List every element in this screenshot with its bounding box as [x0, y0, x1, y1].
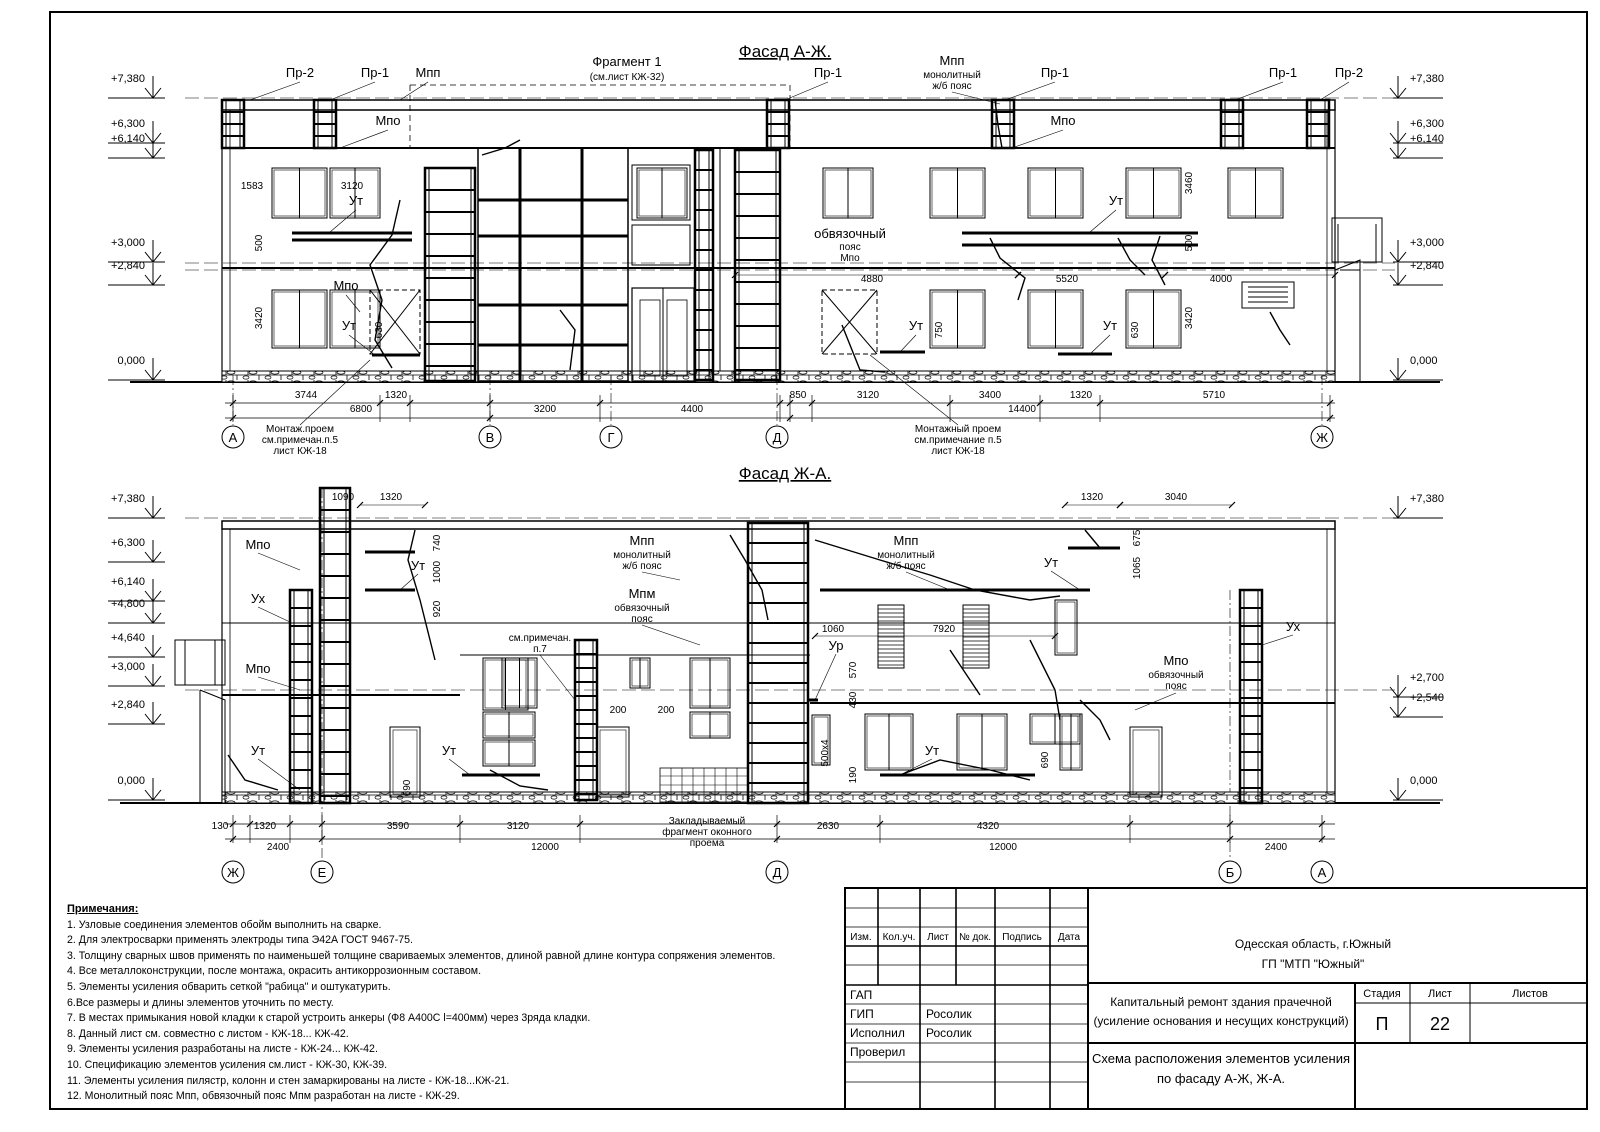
dimension-value: 430 [848, 691, 859, 709]
facade-label: п.7 [533, 644, 547, 655]
reinforcement-frame [575, 640, 597, 800]
facade-label: Мпо [1050, 113, 1076, 128]
dimension-value: 200 [609, 705, 627, 716]
elevation-label: +6,300 [111, 118, 145, 130]
title-block-name: Росолик [926, 1026, 972, 1040]
montage-note: лист КЖ-18 [273, 446, 327, 457]
inner-dimension-lines [732, 272, 1338, 278]
facade-label: пояс [839, 242, 861, 253]
window [957, 714, 1007, 770]
elevation-label: +6,140 [111, 133, 145, 145]
dimension-value: 3744 [294, 390, 318, 401]
elevation-label: +4,800 [111, 598, 145, 610]
dimension-value: 750 [934, 321, 945, 339]
axis-marker [222, 426, 244, 448]
stage-label: Стадия [1363, 988, 1401, 1000]
axis-marker [766, 861, 788, 883]
facade-label: Мпп [415, 65, 441, 80]
facade-label: ж/б пояс [622, 561, 662, 572]
sheet-value: 22 [1429, 1014, 1451, 1034]
dimension-value: 3200 [533, 404, 557, 415]
elevation-label: +7,380 [111, 493, 145, 505]
axis-marker [766, 426, 788, 448]
note-item: 11. Элементы усиления пилястр, колонн и стен замаркированы на листе - КЖ-18...КЖ-21. [67, 1074, 510, 1087]
dimension-value: 4000 [1209, 274, 1233, 285]
axis-marker [1219, 861, 1241, 883]
elevation-label: +7,380 [111, 73, 145, 85]
title-block-role: Проверил [850, 1045, 906, 1059]
dimension-value: 3420 [1184, 306, 1195, 330]
dimension-value: 690 [1040, 751, 1051, 769]
louver-window [878, 605, 904, 668]
facade-label: Ут [1102, 318, 1118, 333]
dimension-value: 2400 [266, 842, 290, 853]
dimension-value: 5520 [1055, 274, 1079, 285]
axis-label: А [1317, 865, 1327, 880]
axis-label: Д [772, 865, 782, 880]
elevation-mark [108, 598, 165, 623]
window [1028, 290, 1083, 348]
windows [272, 168, 1283, 376]
note-item: 4. Все металлоконструкции, после монтажа, окрасить антикоррозионным составом. [67, 965, 482, 978]
elevation-mark [108, 73, 165, 98]
facade-label: пояс [631, 614, 653, 625]
dimension-value: 3400 [978, 390, 1002, 401]
reinforcement-frame [767, 100, 789, 148]
elevation-label: +4,640 [111, 632, 145, 644]
note-item: 10. Спецификацию элементов усиления см.лист - КЖ-30, КЖ-39. [67, 1058, 388, 1071]
dimension-value: 920 [432, 600, 443, 618]
dimension-value: 630 [374, 321, 385, 339]
infill-note: Закладываемый [668, 816, 746, 827]
elevation-mark [108, 260, 165, 285]
elevation-label: +6,140 [111, 576, 145, 588]
cracks-2 [228, 530, 1110, 790]
elevation-label: 0,000 [117, 355, 145, 367]
dimension-value: 740 [432, 534, 443, 552]
dimension-value: 4400 [680, 404, 704, 415]
dimension-value: 14400 [1008, 404, 1036, 415]
window [1030, 714, 1080, 744]
infill-note: проема [689, 838, 725, 849]
facade-label: Пр-1 [813, 65, 843, 80]
left-stair-2 [175, 640, 225, 803]
external-stair [1332, 218, 1382, 382]
reinforcement-frame [735, 150, 780, 380]
elevation-label: 0,000 [1410, 355, 1438, 367]
montage-note: Монтаж.проем [266, 424, 334, 435]
elevation-mark [1390, 355, 1443, 380]
elevation-mark [108, 355, 165, 380]
drawing-title: по фасаду А-Ж, Ж-А. [1156, 1071, 1286, 1086]
drawing-title: Схема расположения элементов усиления [1091, 1051, 1351, 1066]
elevation-label: +7,380 [1410, 493, 1444, 505]
facade-zh-a [108, 464, 1444, 883]
facade-label: Мпо [1163, 653, 1189, 668]
dimension-value: 3420 [254, 306, 265, 330]
dimension-value: 3120 [340, 181, 364, 192]
elevation-mark [108, 699, 165, 724]
reinforcement-frame [1221, 100, 1243, 148]
dimension-value: 630 [1130, 321, 1141, 339]
elevation-label: +6,140 [1410, 133, 1444, 145]
window [1126, 168, 1181, 218]
facade-label: Ут [908, 318, 924, 333]
dimension-value: 850 [789, 390, 807, 401]
facade-label: Пр-2 [1334, 65, 1364, 80]
elevation-mark [1390, 775, 1443, 800]
facade-label: Мпо [333, 278, 359, 293]
dimension-value: 12000 [989, 842, 1017, 853]
dimension-value: 2630 [816, 821, 840, 832]
facade-label: Мпп [893, 533, 919, 548]
window [930, 168, 985, 218]
dimension-value: 3460 [1184, 171, 1195, 195]
dimension-value: 1065 [1132, 556, 1143, 580]
facade-label: обвязочный [814, 226, 886, 241]
dimension-value: 1320 [1080, 492, 1104, 503]
axis-marker [222, 861, 244, 883]
note-item: 6.Все размеры и длины элементов уточнить по месту. [67, 996, 334, 1009]
facade-label: (см.лист КЖ-32) [589, 72, 665, 83]
note-item: 8. Данный лист см. совместно с листом - КЖ-18... КЖ-42. [67, 1027, 349, 1040]
axis-label: А [228, 430, 238, 445]
dimension-value: 130 [211, 821, 229, 832]
facade-label: Ут [250, 743, 266, 758]
elevation-label: +2,540 [1410, 692, 1444, 704]
reinforcement-frame [320, 488, 350, 803]
facade-label: Ут [348, 193, 364, 208]
elevation-mark [108, 661, 165, 686]
facade-label: Пр-2 [285, 65, 315, 80]
dimension-value: 190 [848, 766, 859, 784]
dimension-value: 3040 [1164, 492, 1188, 503]
window [1028, 168, 1083, 218]
dimension-value: 6800 [349, 404, 373, 415]
dimension-value: 1583 [240, 181, 264, 192]
facade-label: Пр-1 [1040, 65, 1070, 80]
elevation-mark [1390, 133, 1444, 158]
dimension-value: 200 [657, 705, 675, 716]
elevation-label: +2,700 [1410, 672, 1444, 684]
note-item: 9. Элементы усиления разработаны на листе - КЖ-24... КЖ-42. [67, 1043, 378, 1056]
dimension-value: 500 [1184, 234, 1195, 252]
dimension-value: 12000 [531, 842, 559, 853]
title-block-col-header: Кол.уч. [882, 932, 916, 943]
elevation-label: +3,000 [1410, 237, 1444, 249]
dimension-value: 1320 [1069, 390, 1093, 401]
montage-openings [370, 282, 1294, 354]
facade-label: ж/б пояс [886, 561, 926, 572]
reinforcement-frame [425, 168, 475, 381]
sheet-label: Лист [1428, 988, 1452, 1000]
window [272, 168, 327, 218]
facade-label: Пр-1 [1268, 65, 1298, 80]
elevation-mark [1390, 493, 1444, 518]
dimension-value: 675 [1132, 529, 1143, 547]
dimension-value: 1320 [379, 492, 403, 503]
note-item: 12. Монолитный пояс Мпп, обвязочный пояс Мпм разработан на листе - КЖ-29. [67, 1090, 460, 1103]
elevation-mark [108, 133, 165, 158]
dimension-value: 570 [848, 661, 859, 679]
elevation-label: 0,000 [117, 775, 145, 787]
dimension-value: 500x4 [820, 739, 831, 767]
dimension-value: 1320 [253, 821, 277, 832]
elevation-mark [108, 237, 165, 262]
reinforcement-frame [290, 590, 312, 803]
facade-label: монолитный [923, 70, 981, 81]
note-item: 1. Узловые соединения элементов обойм выполнить на сварке. [67, 918, 382, 931]
facade-label: ж/б пояс [932, 81, 972, 92]
axis-marker [1311, 426, 1333, 448]
dimension-value: 4320 [976, 821, 1000, 832]
elevation-mark [1390, 260, 1444, 285]
facade-label: монолитный [613, 550, 671, 561]
axis-label: В [485, 430, 495, 445]
title-block-role: Исполнил [850, 1026, 905, 1040]
window [483, 740, 535, 766]
axis-marker [600, 426, 622, 448]
dimension-value: 7920 [932, 624, 956, 635]
facade-title-2: Фасад Ж-А. [738, 464, 832, 483]
dimension-value: 690 [402, 779, 413, 797]
reinforcement-frame [695, 150, 713, 380]
elevation-label: +2,840 [1410, 260, 1444, 272]
notes-block [67, 902, 842, 1105]
dimension-value: 3120 [506, 821, 530, 832]
window [637, 168, 687, 218]
facade-label: обвязочный [614, 603, 670, 614]
elevation-mark [1390, 692, 1444, 717]
axis-label: Е [317, 865, 327, 880]
title-block-col-header: Дата [1057, 932, 1081, 943]
dimension-value: 500 [254, 234, 265, 252]
dimension-value: 4880 [860, 274, 884, 285]
dimension-value: 1060 [821, 624, 845, 635]
dimension-value: 1320 [384, 390, 408, 401]
facade-label: Мпо [375, 113, 401, 128]
note-item: 7. В местах примыкания новой кладки к старой устроить анкеры (Ф8 А400С l=400мм) через 3ряда кладки. [67, 1012, 591, 1025]
facade-label: Мпп [939, 53, 965, 68]
elevation-label: +3,000 [111, 237, 145, 249]
window [272, 290, 327, 348]
window [483, 712, 535, 738]
note-item: 5. Элементы усиления обварить сеткой "рабица" и оштукатурить. [67, 980, 391, 993]
dimension-value: 3120 [856, 390, 880, 401]
dimension-value: 1090 [331, 492, 355, 503]
elevation-mark [108, 632, 165, 657]
facade-label: Пр-1 [360, 65, 390, 80]
reinforcement-frame [222, 100, 244, 148]
elevation-mark [1390, 73, 1444, 98]
plinth-2 [222, 792, 1335, 803]
dimension-value: 3590 [386, 821, 410, 832]
facade-label: Ут [1043, 555, 1059, 570]
facade-label: Ух [1285, 619, 1301, 634]
window [1055, 600, 1077, 655]
facade-title: Фасад А-Ж. [738, 42, 832, 61]
facade-label: Ут [1108, 193, 1124, 208]
window [690, 712, 730, 738]
window [630, 658, 650, 688]
title-block-col-header: Лист [927, 932, 949, 943]
elevation-label: +2,840 [111, 260, 145, 272]
montage-note: см.примечан.п.5 [261, 435, 339, 446]
title-block-col-header: Подпись [1002, 932, 1042, 943]
door [597, 727, 629, 797]
window [865, 714, 913, 770]
facade-label: Мпп [629, 533, 655, 548]
note-item: 3. Толщину сварных швов применять по наименьшей толщине свариваемых элементов, длиной равной длине контура сопряжения элементов. [67, 949, 776, 962]
facade-label: монолитный [877, 550, 935, 561]
title-block-role: ГАП [850, 988, 873, 1002]
facade-label: Мпо [840, 253, 860, 264]
project-name: Капитальный ремонт здания прачечной [1110, 995, 1332, 1009]
title-block-role: ГИП [850, 1007, 874, 1021]
dimension-value: 2400 [1264, 842, 1288, 853]
facade-label: Фрагмент 1 [592, 54, 662, 69]
facade-label: Ут [410, 558, 426, 573]
org-name: ГП "МТП "Южный" [1261, 957, 1365, 971]
elevation-label: +3,000 [111, 661, 145, 673]
door [1130, 727, 1162, 797]
facade-label: обвязочный [1148, 670, 1204, 681]
facade-label: Мпо [245, 537, 271, 552]
axis-marker [479, 426, 501, 448]
axis-label: Ж [226, 865, 240, 880]
axis-label: Ж [1315, 430, 1329, 445]
title-block-col-header: № док. [958, 932, 992, 943]
facade-label: см.примечан. [508, 633, 572, 644]
title-block-col-header: Изм. [850, 932, 872, 943]
axis-label: Д [772, 430, 782, 445]
org-name: Одесская область, г.Южный [1234, 937, 1392, 951]
axis-marker [311, 861, 333, 883]
window [690, 658, 730, 708]
sheets-label: Листов [1512, 988, 1548, 1000]
reinforcement-frame [314, 100, 336, 148]
elevation-mark [108, 775, 165, 800]
dimension-value: 1000 [432, 560, 443, 584]
axis-marker [1311, 861, 1333, 883]
elevation-label: +6,300 [1410, 118, 1444, 130]
facade-label: Ут [441, 743, 457, 758]
facade-label: Мпм [628, 586, 656, 601]
note-item: 2. Для электросварки применять электроды типа Э42А ГОСТ 9467-75. [67, 934, 413, 947]
facade-label: пояс [1165, 681, 1187, 692]
elevation-label: +6,300 [111, 537, 145, 549]
reinforcement-frame [1307, 100, 1329, 148]
stage-value: П [1375, 1014, 1389, 1034]
title-block-name: Росолик [926, 1007, 972, 1021]
montage-note: лист КЖ-18 [931, 446, 985, 457]
facade-label: Ур [828, 638, 844, 653]
notes-title: Примечания: [67, 903, 139, 915]
montage-note: см.примечание п.5 [914, 435, 1002, 446]
elevation-mark [108, 537, 165, 562]
facade-a-zh [108, 42, 1444, 457]
elevation-label: +7,380 [1410, 73, 1444, 85]
window [502, 658, 537, 708]
project-name: (усиление основания и несущих конструкций) [1093, 1014, 1349, 1028]
elevation-mark [108, 493, 165, 518]
elevation-mark [1390, 237, 1444, 262]
dimension-value: 5710 [1202, 390, 1226, 401]
reinforcement-frame [748, 523, 808, 803]
facade-label: Ух [250, 591, 266, 606]
facade-label: Ут [924, 743, 940, 758]
window [483, 658, 528, 710]
elevation-label: 0,000 [1410, 775, 1438, 787]
beam-ut [292, 233, 1198, 355]
elevation-label: +2,840 [111, 699, 145, 711]
window [823, 168, 873, 218]
axis-label: Г [607, 430, 615, 445]
facade-label: Ут [341, 318, 357, 333]
axis-label: Б [1225, 865, 1235, 880]
window [1228, 168, 1283, 218]
montage-note: Монтажный проем [914, 424, 1002, 435]
reinforcement-frame [1240, 590, 1262, 803]
facade-label: Мпо [245, 661, 271, 676]
infill-note: фрагмент оконного [662, 827, 752, 838]
louver-window [963, 605, 989, 668]
